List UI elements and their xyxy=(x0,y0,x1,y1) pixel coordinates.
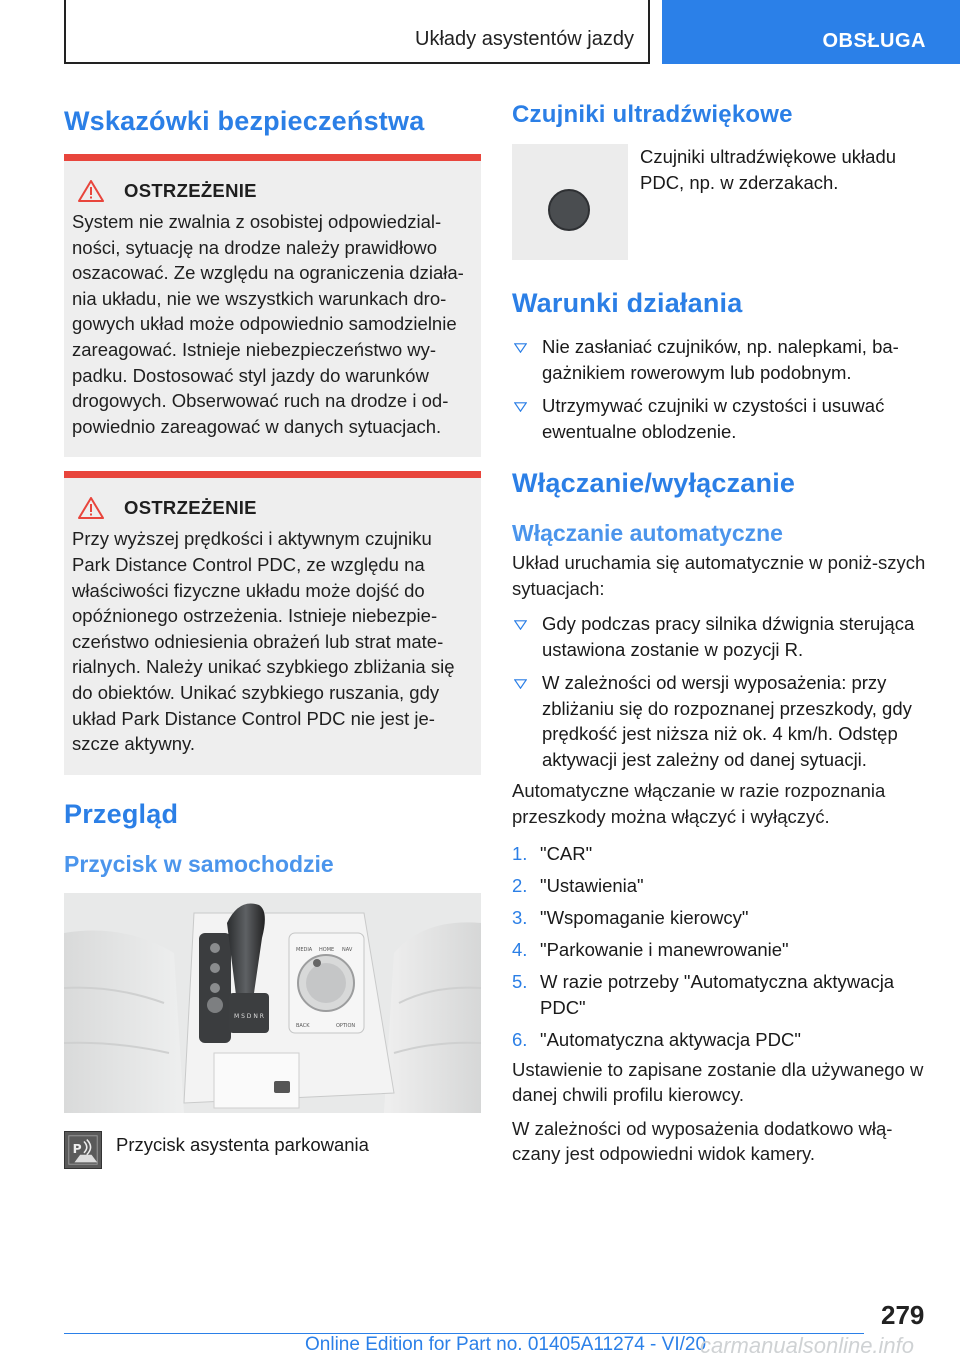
photo-caption xyxy=(64,1131,481,1169)
auto-note: Automatyczne włączanie w razie rozpoznania przeszkody można włączyć i wyłączyć. xyxy=(512,780,886,827)
step-item xyxy=(512,841,932,867)
sensors-text: Czujniki ultradźwiękowe układu PDC, np. w zderzakach. xyxy=(640,146,897,193)
svg-text:NAV: NAV xyxy=(342,946,353,953)
step-number: 5. xyxy=(512,971,528,992)
list-item-text: Nie zasłaniać czujników, np. nalepkami, ba-gażnikiem rowerowym lub podobnym. xyxy=(542,336,899,383)
list-item xyxy=(512,611,932,662)
step-number: 3. xyxy=(512,907,528,928)
sensors-block xyxy=(512,144,932,260)
triangle-bullet-icon xyxy=(514,402,527,412)
conditions-heading: Warunki działania xyxy=(512,288,743,318)
step-item xyxy=(512,905,932,931)
watermark: carmanualsonline.info xyxy=(700,1333,915,1358)
warning-title: OSTRZEŻENIE xyxy=(124,180,257,201)
step-number: 1. xyxy=(512,843,528,864)
warning-box-2 xyxy=(64,471,481,774)
warning-text: Przy wyższej prędkości i aktywnym czujniku Park Distance Control PDC, ze względu na właściwości fizyczne układu może dojść do opóźnionego ostrzeżenia. Istnieje niebezpie-czeństwo odniesienia obrażeń lub strat mate-rialnych. Należy unikać szybkiego zbliżania się do obiektów. Unikać szybkiego ruszania, gdy układ Park Distance Control PDC nie jest je-szcze aktywny. xyxy=(72,528,455,755)
svg-text:MEDIA: MEDIA xyxy=(296,946,313,953)
svg-text:HOME: HOME xyxy=(319,946,335,953)
auto-intro: Układ uruchamia się automatycznie w poniż-szych sytuacjach: xyxy=(512,552,926,599)
ultrasonic-sensor-icon xyxy=(548,189,590,231)
sensors-heading: Czujniki ultradźwiękowe xyxy=(512,101,793,128)
warning-triangle-icon xyxy=(78,497,104,519)
step-number: 6. xyxy=(512,1028,528,1050)
header-section-box xyxy=(64,0,650,64)
auto-conditions-list xyxy=(512,611,932,772)
warning-title: OSTRZEŻENIE xyxy=(124,497,257,519)
left-column xyxy=(64,90,481,1169)
auto-heading: Włączanie automatyczne xyxy=(512,520,783,546)
svg-text:M S D N R: M S D N R xyxy=(234,1012,264,1020)
list-item xyxy=(512,334,932,385)
triangle-bullet-icon xyxy=(514,679,527,689)
svg-text:BACK: BACK xyxy=(296,1022,310,1029)
list-item xyxy=(512,393,932,444)
ultrasonic-sensor-image xyxy=(512,144,628,260)
parking-assistant-button-icon xyxy=(64,1131,102,1169)
step-text: "Ustawienia" xyxy=(540,875,644,896)
page-number: 279 xyxy=(881,1300,925,1330)
settings-steps xyxy=(512,841,932,1052)
warning-header xyxy=(74,494,473,522)
button-heading: Przycisk w samochodzie xyxy=(64,850,334,877)
overview-heading: Przegląd xyxy=(64,798,179,829)
step-text: "CAR" xyxy=(540,843,593,864)
header-chapter-label: OBSŁUGA xyxy=(822,30,926,52)
step-text: "Parkowanie i manewrowanie" xyxy=(540,939,789,960)
step-item xyxy=(512,937,932,963)
conditions-list xyxy=(512,334,932,444)
camera-note: W zależności od wyposażenia dodatkowo włą-czany jest odpowiedni widok kamery. xyxy=(512,1117,893,1164)
photo-caption-text: Przycisk asystenta parkowania xyxy=(116,1133,369,1155)
header-section-title: Układy asystentów jazdy xyxy=(415,28,634,50)
triangle-bullet-icon xyxy=(514,620,527,630)
list-item-text: Gdy podczas pracy silnika dźwignia sterująca ustawiona zostanie w pozycji R. xyxy=(542,613,915,660)
step-number: 2. xyxy=(512,875,528,896)
list-item xyxy=(512,670,932,772)
step-text: "Wspomaganie kierowcy" xyxy=(540,907,749,928)
list-item-text: Utrzymywać czujniki w czystości i usuwać ewentualne oblodzenie. xyxy=(542,395,885,442)
svg-text:P: P xyxy=(72,1141,82,1156)
header-chapter-tab[interactable] xyxy=(662,0,960,64)
center-console-illustration xyxy=(64,893,481,1113)
step-item xyxy=(512,873,932,899)
warning-header xyxy=(74,177,473,205)
step-item xyxy=(512,969,932,1020)
step-text: W razie potrzeby "Automatyczna aktywacja PDC" xyxy=(540,971,895,1018)
svg-text:OPTION: OPTION xyxy=(336,1022,356,1029)
warning-triangle-icon xyxy=(78,180,104,202)
step-text: "Automatyczna aktywacja PDC" xyxy=(540,1028,801,1050)
step-item xyxy=(512,1027,932,1053)
center-console-photo xyxy=(64,893,481,1113)
footer-edition: Online Edition for Part no. 01405A11274 - VI/20 xyxy=(305,1334,707,1355)
list-item-text: W zależności od wersji wyposażenia: przy zbliżaniu się do rozpoznanej przeszkody, gdy prędkość jest niższa niż ok. 4 km/h. Odstęp aktywacji jest zależny od danej sytuacji. xyxy=(542,672,912,770)
warning-box-1 xyxy=(64,154,481,457)
onoff-heading: Włączanie/wyłączanie xyxy=(512,468,796,498)
safety-heading: Wskazówki bezpieczeństwa xyxy=(64,106,425,136)
right-column xyxy=(512,90,932,1167)
warning-text: System nie zwalnia z osobistej odpowiedzial-ności, sytuację na drodze należy prawidłowo oszacować. Ze względu na ograniczenia działa-nia układu, nie we wszystkich warunkach dro-gowych układ może odpowiednio samodzielnie zareagować. Istnieje niebezpieczeństwo wy-padku. Dostosować styl jazdy do warunków drogowych. Obserwować ruch na drodze i od-powiednio zareagować w danych sytuacjach. xyxy=(72,211,464,437)
triangle-bullet-icon xyxy=(514,343,527,353)
step-number: 4. xyxy=(512,939,528,960)
profile-note: Ustawienie to zapisane zostanie dla używanego w danej chwili profilu kierowcy. xyxy=(512,1058,924,1105)
